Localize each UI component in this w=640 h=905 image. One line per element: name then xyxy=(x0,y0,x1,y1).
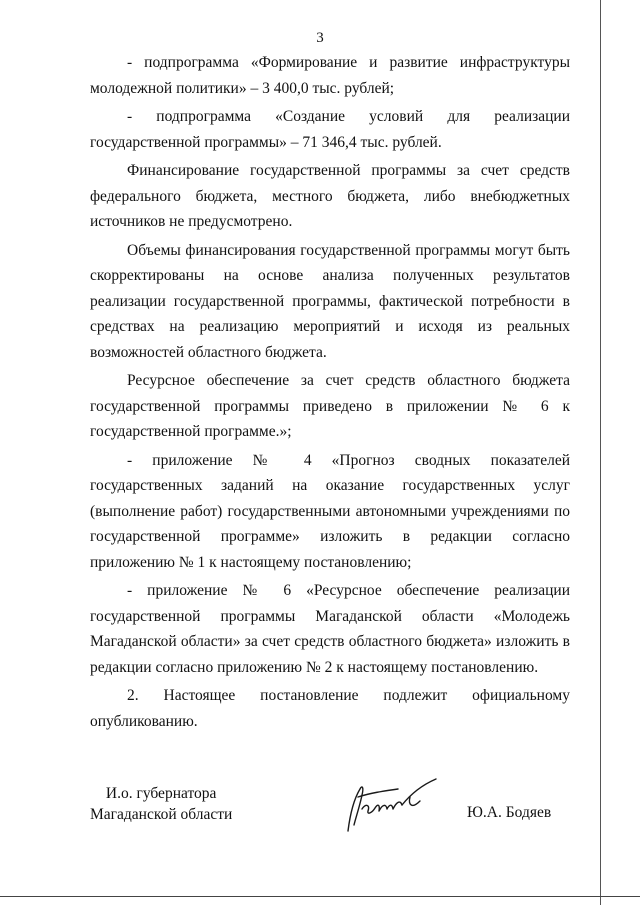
signatory-title-line2: Магаданской области xyxy=(90,806,233,823)
paragraph-publication: 2. Настоящее постановление подлежит официальному опубликованию. xyxy=(90,687,570,730)
signatory-title xyxy=(90,783,232,825)
paragraph-financing: Финансирование государственной программы за счет средств федерального бюджета, местного бюджета, либо внебюджетных источников не предусмотрено. xyxy=(90,162,570,230)
page-bottom-edge xyxy=(0,896,640,897)
page-number: 3 xyxy=(316,30,324,46)
page-right-edge xyxy=(600,0,601,905)
document-body xyxy=(90,50,570,737)
paragraph-financing-volume: Объемы финансирования государственной программы могут быть скорректированы на основе анализа полученных результатов реализации государственной программы, фактической потребности в средствах на реализацию мероприятий и исходя из реальных возможностей областного бюджета. xyxy=(90,241,570,361)
signatory-title-line1: И.о. губернатора xyxy=(105,785,217,802)
paragraph-resource-support: Ресурсное обеспечение за счет средств областного бюджета государственной программы приведено в приложении № 6 к государственной программе.»; xyxy=(90,372,570,440)
signatory-name: Ю.А. Бодяев xyxy=(467,804,552,821)
paragraph-appendix-6: - приложение № 6 «Ресурсное обеспечение реализации государственной программы Магаданской области «Молодежь Магаданской области» за счет средств областного бюджета» изложить в редакции согласно приложению № 2 к настоящему постановлению. xyxy=(90,582,570,676)
handwritten-signature xyxy=(340,775,450,835)
paragraph-subprogram-conditions: - подпрограмма «Создание условий для реализации государственной программы» – 71 346,4 тыс. рублей. xyxy=(90,108,570,151)
paragraph-subprogram-infrastructure: - подпрограмма «Формирование и развитие инфраструктуры молодежной политики» – 3 400,0 тыс. рублей; xyxy=(90,54,570,97)
paragraph-appendix-4: - приложение № 4 «Прогноз сводных показателей государственных заданий на оказание государственных услуг (выполнение работ) государственными автономными учреждениями по государственной программе» изложить в редакции согласно приложению № 1 к настоящему постановлению; xyxy=(90,451,570,571)
